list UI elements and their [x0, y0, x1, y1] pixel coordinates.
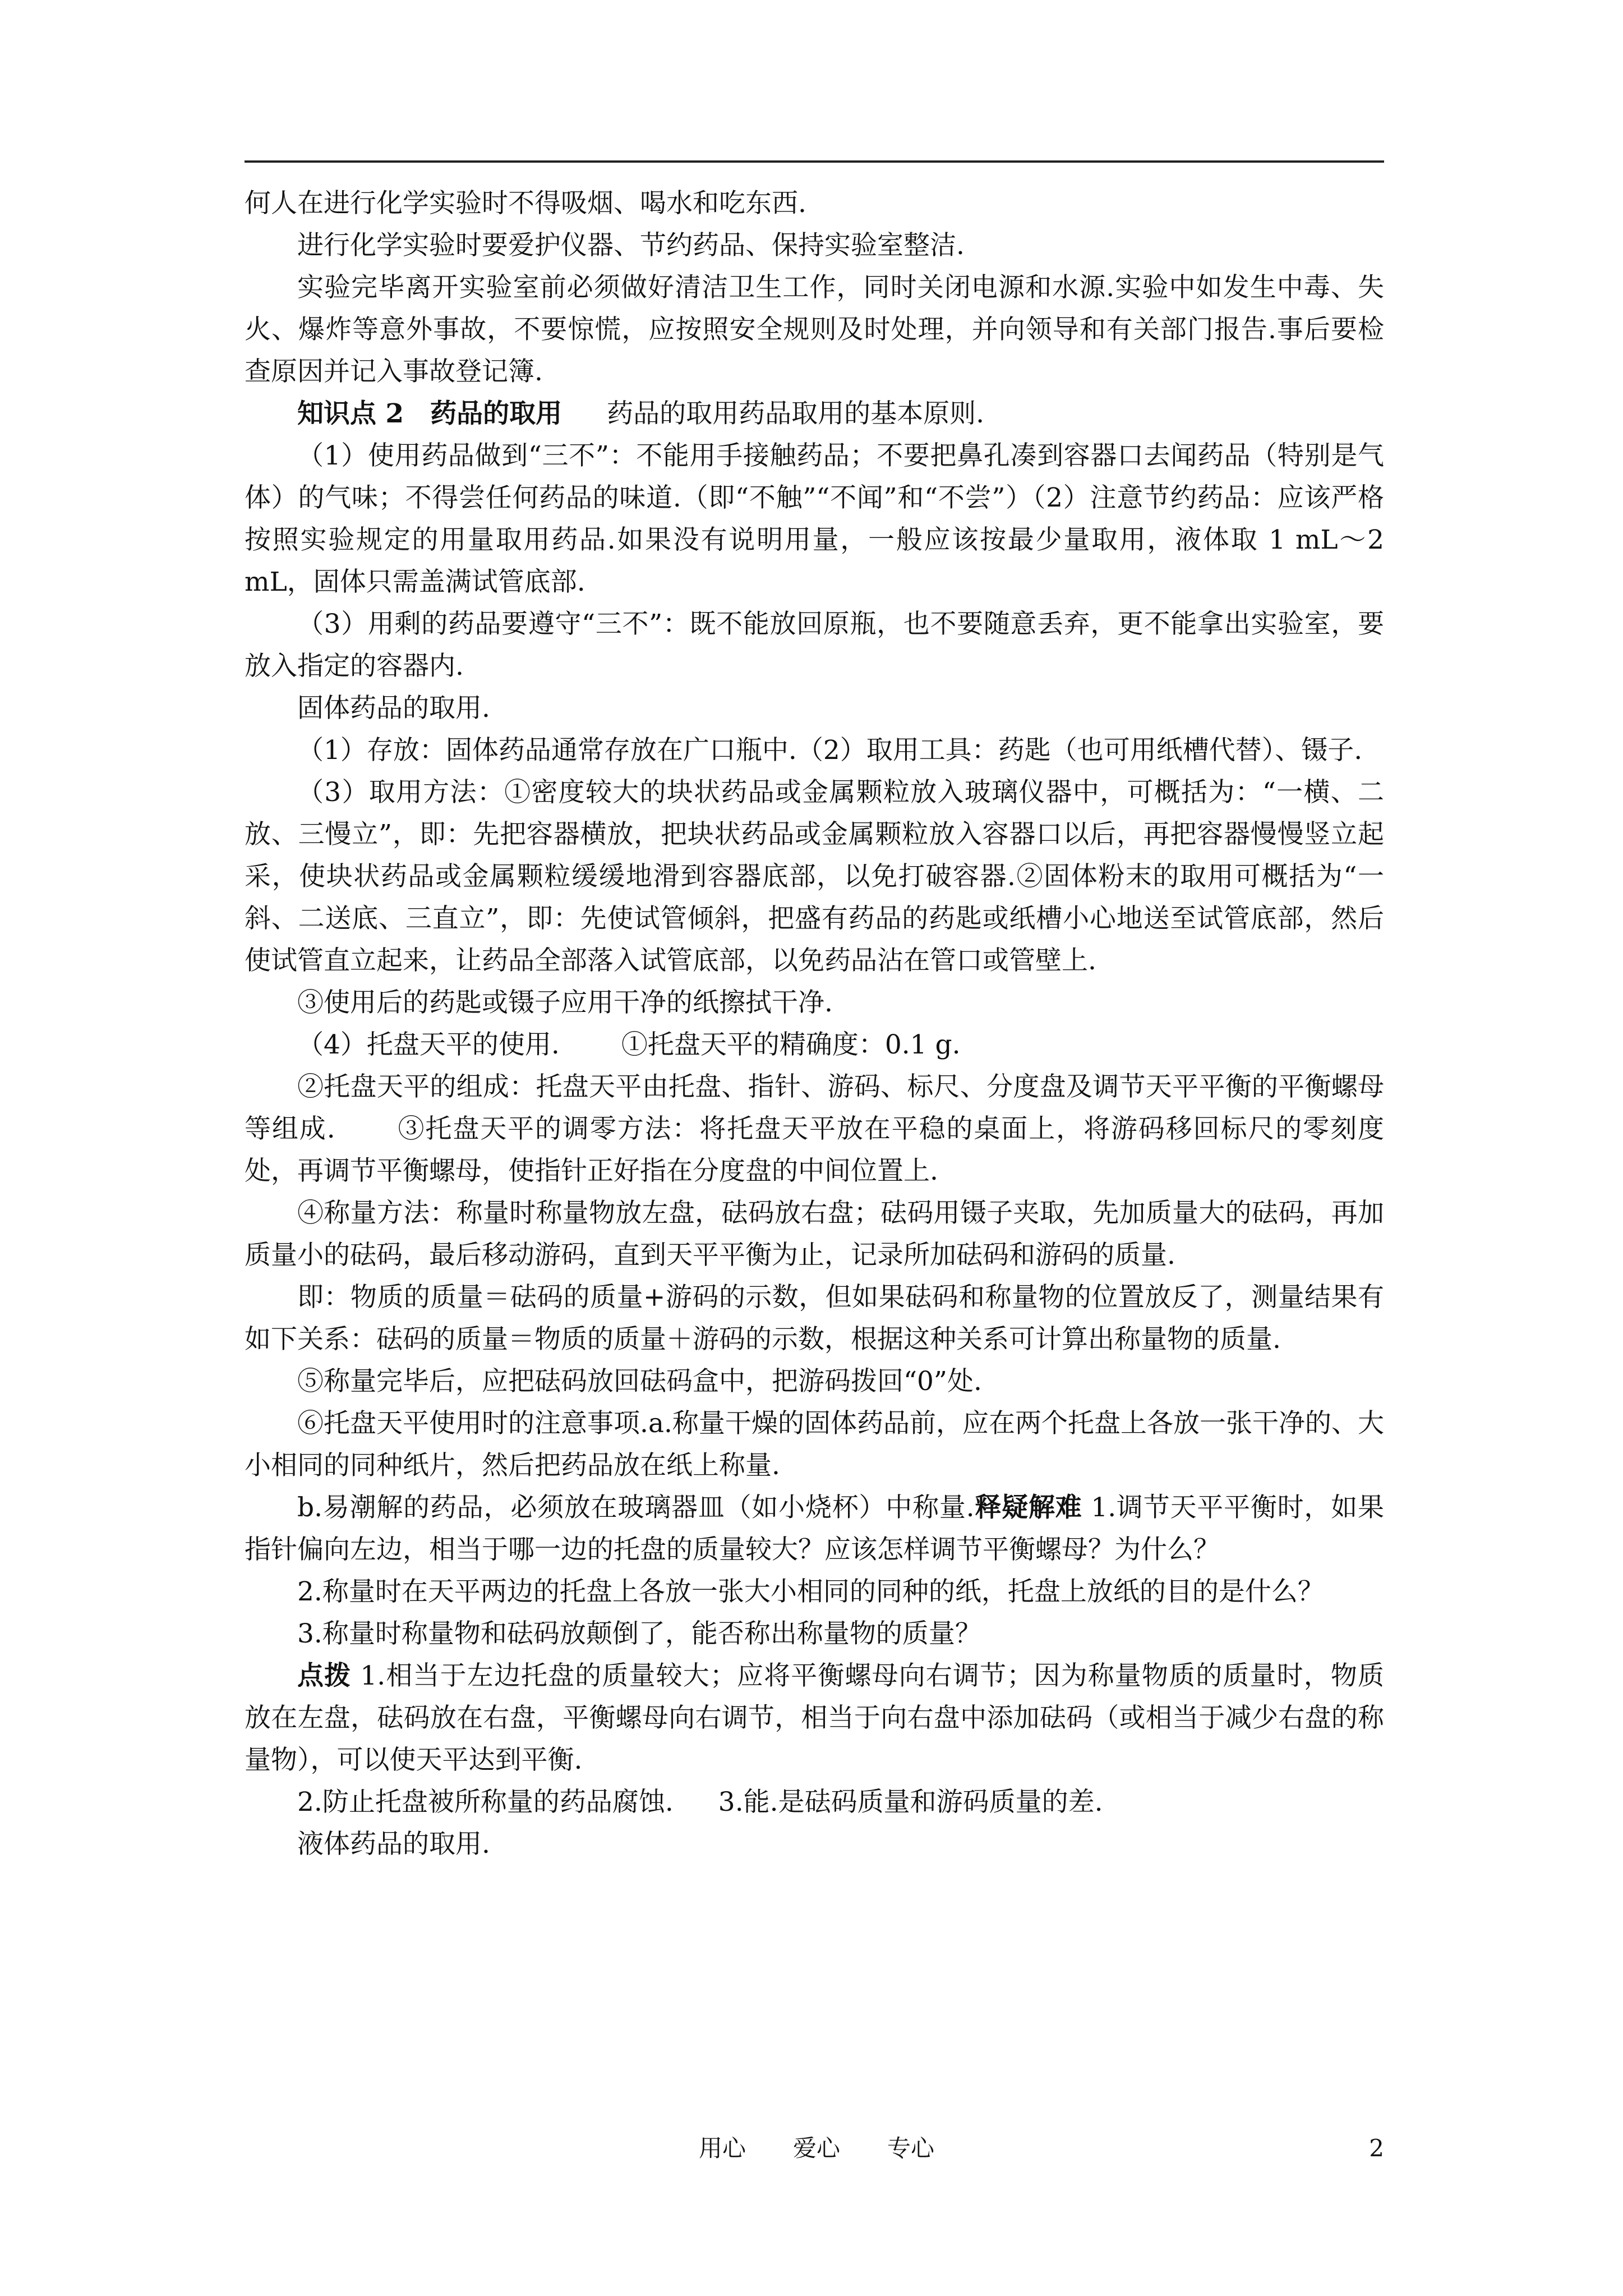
paragraph: 何人在进行化学实验时不得吸烟、喝水和吃东西.: [245, 188, 806, 219]
document-body: [245, 182, 1384, 1865]
paragraph: 即：物质的质量＝砝码的质量+游码的示数，但如果砝码和称量物的位置放反了，测量结果有如下关系：砝码的质量＝物质的质量＋游码的示数，根据这种关系可计算出称量物的质量.: [245, 1282, 1384, 1355]
paragraph: 进行化学实验时要爱护仪器、节约药品、保持实验室整洁.: [297, 230, 965, 261]
paragraph: 2.防止托盘被所称量的药品腐蚀. 3.能.是砝码质量和游码质量的差.: [297, 1787, 1103, 1818]
page-footer: [0, 2132, 1623, 2165]
page-number: 2: [1369, 2134, 1384, 2162]
paragraph: （4）托盘天平的使用. ①托盘天平的精确度：0.1 g.: [297, 1029, 961, 1060]
footer-motto-item: 爱心: [792, 2134, 840, 2162]
paragraph: ⑥托盘天平使用时的注意事项.a.称量干燥的固体药品前，应在两个托盘上各放一张干净的、大小相同的同种纸片，然后把药品放在纸上称量.: [245, 1408, 1384, 1481]
section-heading: 释疑解难: [974, 1492, 1082, 1523]
footer-motto-item: 用心: [699, 2134, 746, 2162]
paragraph: ④称量方法：称量时称量物放左盘，砝码放右盘；砝码用镊子夹取，先加质量大的砝码，再加质量小的砝码，最后移动游码，直到天平平衡为止，记录所加砝码和游码的质量.: [245, 1198, 1384, 1271]
section-heading: 点拨: [297, 1660, 352, 1691]
footer-motto: [699, 2132, 934, 2165]
paragraph: 固体药品的取用.: [297, 693, 490, 724]
paragraph: （3）用剩的药品要遵守“三不”：既不能放回原瓶，也不要随意丢弃，更不能拿出实验室，要放入指定的容器内.: [245, 609, 1384, 682]
paragraph: 实验完毕离开实验室前必须做好清洁卫生工作，同时关闭电源和水源.实验中如发生中毒、失火、爆炸等意外事故，不要惊慌，应按照安全规则及时处理，并向领导和有关部门报告.事后要检查原因并记入事故登记簿.: [245, 272, 1384, 387]
paragraph: ⑤称量完毕后，应把砝码放回砝码盒中，把游码拨回“0”处.: [297, 1366, 982, 1397]
paragraph: b.易潮解的药品，必须放在玻璃器皿（如小烧杯）中称量.释疑解难 1.调节天平平衡时，如果指针偏向左边，相当于哪一边的托盘的质量较大？应该怎样调节平衡螺母？为什么？: [245, 1492, 1385, 1565]
footer-motto-item: 专心: [887, 2134, 934, 2162]
section-heading: 知识点 2 药品的取用: [297, 398, 562, 429]
header-rule: [245, 160, 1384, 163]
paragraph: ②托盘天平的组成：托盘天平由托盘、指针、游码、标尺、分度盘及调节天平平衡的平衡螺母等组成. ③托盘天平的调零方法：将托盘天平放在平稳的桌面上，将游码移回标尺的零刻度处，再调节平衡螺母，使指针正好指在分度盘的中间位置上.: [245, 1071, 1384, 1186]
paragraph: 2.称量时在天平两边的托盘上各放一张大小相同的同种的纸，托盘上放纸的目的是什么？: [297, 1576, 1324, 1607]
paragraph: （3）取用方法：①密度较大的块状药品或金属颗粒放入玻璃仪器中，可概括为：“一横、二放、三慢立”，即：先把容器横放，把块状药品或金属颗粒放入容器口以后，再把容器慢慢竖立起采，使块状药品或金属颗粒缓缓地滑到容器底部，以免打破容器.②固体粉末的取用可概括为“一斜、二送底、三直立”，即：先使试管倾斜，把盛有药品的药匙或纸槽小心地送至试管底部，然后使试管直立起来，让药品全部落入试管底部，以免药品沾在管口或管壁上.: [245, 777, 1384, 976]
paragraph: 3.称量时称量物和砝码放颠倒了，能否称出称量物的质量？: [297, 1618, 981, 1649]
paragraph: （1）使用药品做到“三不”：不能用手接触药品；不要把鼻孔凑到容器口去闻药品（特别是气体）的气味；不得尝任何药品的味道.（即“不触”“不闻”和“不尝”）（2）注意节约药品：应该严格按照实验规定的用量取用药品.如果没有说明用量，一般应该按最少量取用，液体取 1 mL～2 mL，固体只需盖满试管底部.: [245, 440, 1384, 597]
paragraph: （1）存放：固体药品通常存放在广口瓶中.（2）取用工具：药匙（也可用纸槽代替）、镊子.: [297, 735, 1363, 766]
paragraph: ③使用后的药匙或镊子应用干净的纸擦拭干净.: [297, 987, 833, 1018]
paragraph: 知识点 2 药品的取用 药品的取用药品取用的基本原则.: [297, 398, 985, 429]
paragraph: 液体药品的取用.: [297, 1829, 490, 1860]
paragraph: 点拨 1.相当于左边托盘的质量较大；应将平衡螺母向右调节；因为称量物质的质量时，物质放在左盘，砝码放在右盘，平衡螺母向右调节，相当于向右盘中添加砝码（或相当于减少右盘的称量物），可以使天平达到平衡.: [245, 1660, 1384, 1775]
